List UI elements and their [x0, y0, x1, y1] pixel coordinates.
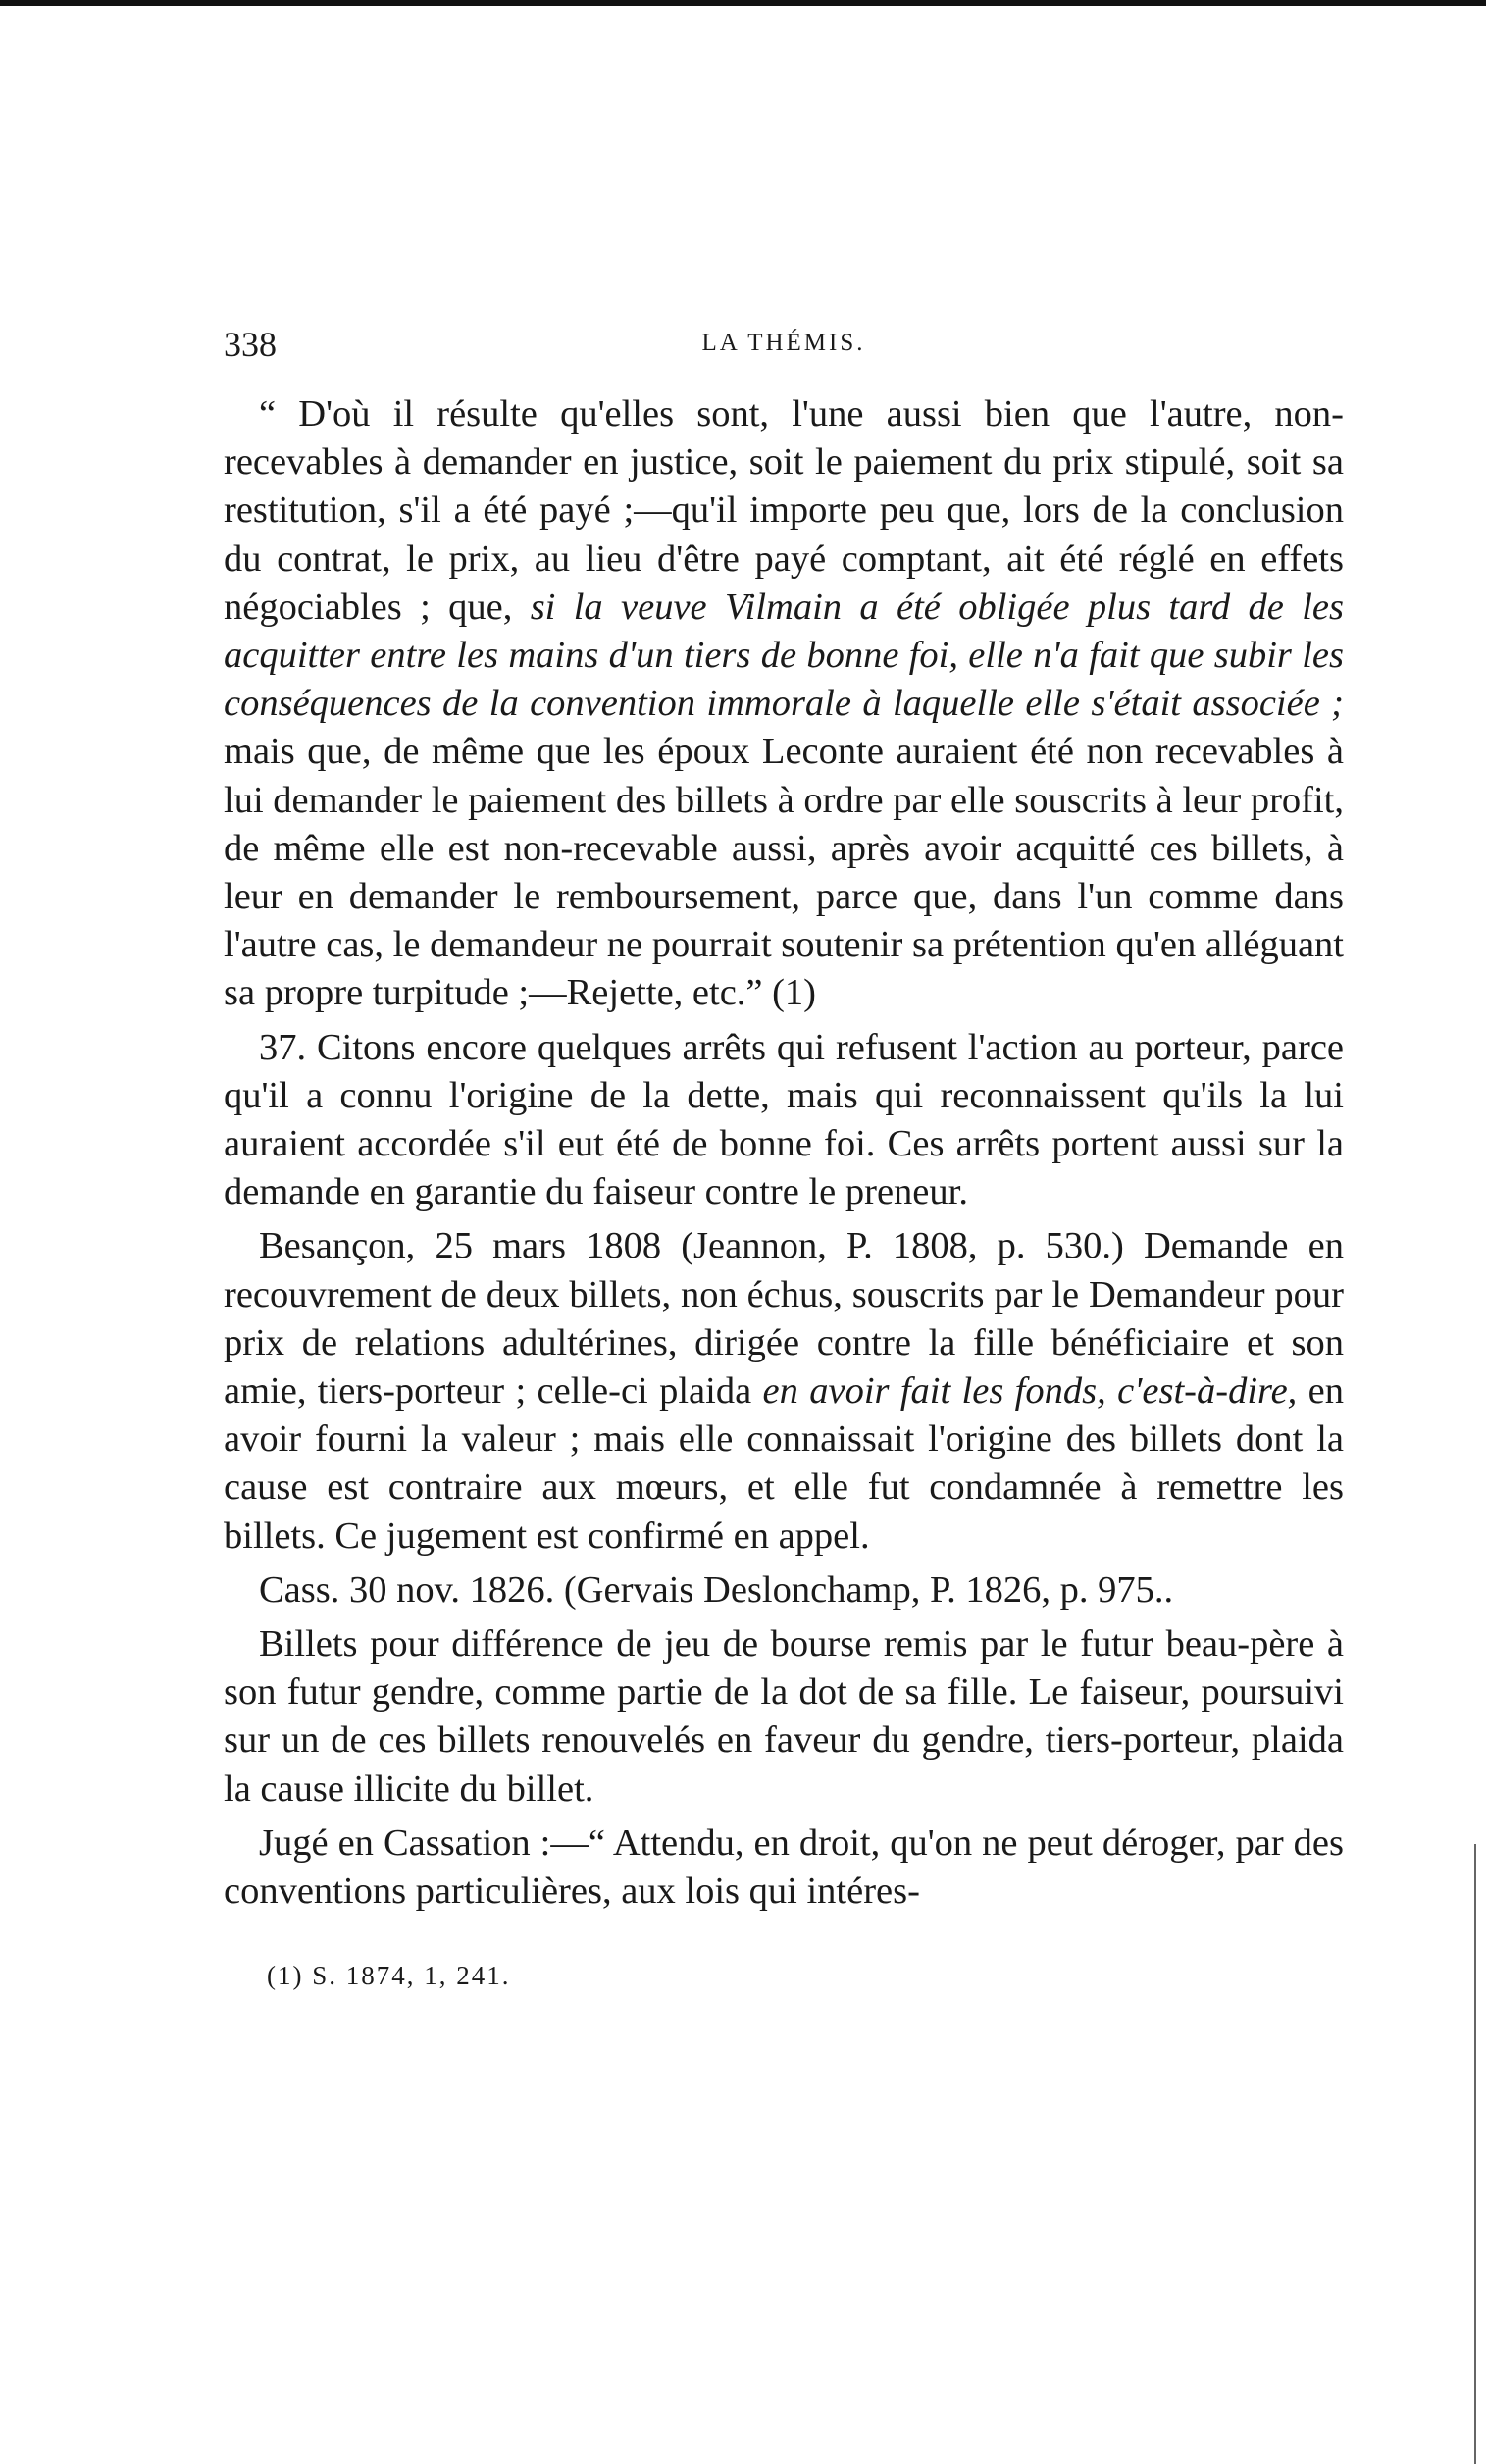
paragraph-text: 37. Citons encore quelques arrêts qui refusent l'action au porteur, parce qu'il a connu l'origine de la dette, mais qui reconnaissent qu'ils la lui auraient accordée s'il eut été de bonne foi. Ces arrêts portent aussi sur la demande en garantie du faiseur contre le preneur.	[224, 1026, 1344, 1213]
body-text	[224, 390, 1344, 1916]
paragraph-text: Jugé en Cassation :—“ Attendu, en droit, qu'on ne peut déroger, par des conventions particulières, aux lois qui intéres-	[224, 1822, 1344, 1913]
paragraph-billets	[224, 1620, 1344, 1814]
paragraph-besancon	[224, 1222, 1344, 1560]
paragraph-quote-vilmain	[224, 390, 1344, 1018]
paragraph-text: mais que, de même que les époux Leconte auraient été non recevables à lui demander le paiement des billets à ordre par elle souscrits à leur profit, de même elle est non-recevable aussi, après avoir acquitté ces billets, à leur en demander le remboursement, parce que, dans l'un comme dans l'autre cas, le demandeur ne pourrait soutenir sa prétention qu'en alléguant sa propre turpitude ;—Rejette, etc.” (1)	[224, 731, 1344, 1014]
running-title: LA THÉMIS.	[701, 330, 866, 356]
top-scan-border	[0, 0, 1486, 6]
paragraph-text: “ D'où il résulte qu'elles sont, l'une aussi bien que l'autre, non-recevables à demander en justice, soit le paiement du prix stipulé, soit sa restitution, s'il a été payé ;—qu'il importe peu que, lors de la conclusion du contrat, le prix, au lieu d'être payé comptant, ait été réglé en effets négociables ; que,	[224, 393, 1344, 628]
running-head	[224, 324, 1344, 373]
paragraph-text: Cass. 30 nov. 1826. (Gervais Deslonchamp, P. 1826, p. 975..	[259, 1568, 1174, 1611]
italic-text: si la veuve Vilmain a été obligée plus tard de les acquitter entre les mains d'un tiers de bonne foi, elle n'a fait que subir les conséquences de la convention immorale à laquelle elle s'était associée ;	[224, 586, 1344, 725]
paragraph-text: en avoir fourni la valeur ; mais elle connaissait l'origine des billets dont la cause est contraire aux mœurs, et elle fut condamnée à remettre les billets. Ce jugement est confirmé en appel.	[224, 1370, 1344, 1557]
paragraph-text: Billets pour différence de jeu de bourse remis par le futur beau-père à son futur gendre, comme partie de la dot de sa fille. Le faiseur, poursuivi sur un de ces billets renouvelés en faveur du gendre, tiers-porteur, plaida la cause illicite du billet.	[224, 1623, 1344, 1810]
page-number: 338	[224, 325, 277, 364]
paragraph-37	[224, 1024, 1344, 1217]
paragraph-text: Besançon, 25 mars 1808 (Jeannon, P. 1808, p. 530.) Demande en recouvrement de deux billets, non échus, souscrits par le Demandeur pour prix de relations adultérines, dirigée contre la fille bénéficiaire et son amie, tiers-porteur ; celle-ci plaida	[224, 1225, 1344, 1412]
italic-text: en avoir fait les fonds, c'est-à-dire,	[762, 1370, 1298, 1412]
footnote: (1) S. 1874, 1, 241.	[267, 1961, 511, 1991]
paragraph-juge-cassation	[224, 1820, 1344, 1916]
paragraph-cassation-citation	[224, 1566, 1344, 1615]
book-page	[224, 324, 1344, 1991]
right-scan-border	[1474, 1844, 1476, 2464]
